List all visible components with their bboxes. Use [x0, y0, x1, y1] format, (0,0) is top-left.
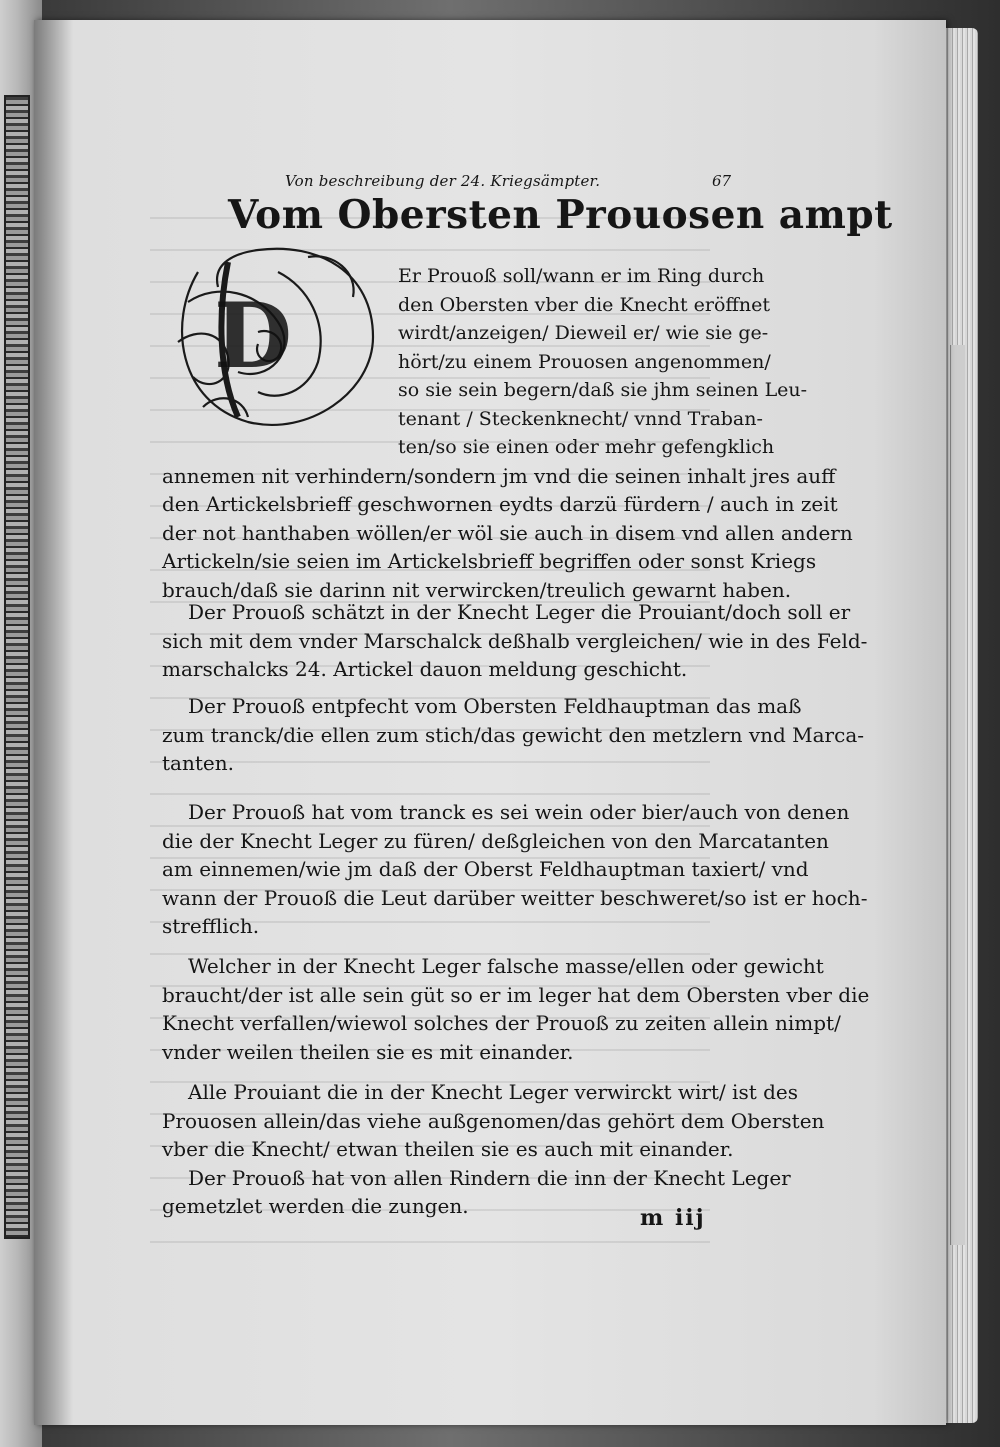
body-line: Artickeln/sie seien im Artickelsbrieff begriffen oder sonst Kriegs [162, 549, 817, 573]
folio-number: 67 [712, 172, 732, 190]
body-line: Der Prouoß schätzt in der Knecht Leger die Prouiant/doch soll er [188, 600, 851, 624]
body-line: Knecht verfallen/wiewol solches der Prouoß zu zeiten allein nimpt/ [162, 1011, 841, 1035]
signature-mark: m iij [640, 1205, 706, 1231]
body-line: der not hanthaben wöllen/er wöl sie auch in disem vnd allen andern [162, 520, 853, 545]
body-line: sich mit dem vnder Marschalck deßhalb vergleichen/ wie in des Feld- [162, 628, 868, 653]
body-line: brauch/daß sie darinn nit verwircken/treulich gewarnt haben. [162, 577, 792, 602]
page-tab-strip [950, 345, 965, 1245]
body-line: wann der Prouoß die Leut darüber weitter beschweret/so ist er hoch- [162, 885, 868, 910]
body-line: Prouosen allein/das viehe außgenomen/das gehört dem Obersten [162, 1108, 825, 1133]
body-line: so sie sein begern/daß sie jhm seinen Leu- [398, 379, 808, 401]
body-line: gemetzlet werden die zungen. [162, 1194, 469, 1218]
body-line: die der Knecht Leger zu füren/ deßgleichen von den Marcatanten [162, 828, 829, 853]
body-line: Alle Prouiant die in der Knecht Leger verwirckt wirt/ ist des [188, 1080, 799, 1104]
body-line: den Obersten vber die Knecht eröffnet [398, 293, 771, 316]
body-line: am einnemen/wie jm daß der Oberst Feldhauptman taxiert/ vnd [162, 857, 809, 881]
body-line: vber die Knecht/ etwan theilen sie es auch mit einander. [162, 1137, 734, 1161]
body-line: den Artickelsbrieff geschwornen eydts darzü fürdern / auch in zeit [162, 492, 838, 516]
gutter-shadow [34, 20, 74, 1425]
body-line: hört/zu einem Prouosen angenommen/ [398, 350, 771, 373]
body-line: ten/so sie einen oder mehr gefengklich [398, 436, 775, 458]
running-head: Von beschreibung der 24. Kriegsämpter. [285, 172, 601, 190]
body-line: annemen nit verhindern/sondern jm vnd die seinen inhalt jres auff [162, 463, 836, 488]
body-line: zum tranck/die ellen zum stich/das gewicht den metzlern vnd Marca- [162, 722, 865, 747]
body-line: strefflich. [162, 914, 260, 938]
ornamental-border [4, 95, 30, 1239]
body-line: Welcher in der Knecht Leger falsche masse/ellen oder gewicht [188, 954, 824, 978]
body-line: braucht/der ist alle sein güt so er im leger hat dem Obersten vber die [162, 982, 870, 1007]
body-line: tanten. [162, 751, 234, 775]
body-line: Er Prouoß soll/wann er im Ring durch [398, 265, 765, 287]
body-line: wirdt/anzeigen/ Dieweil er/ wie sie ge- [398, 322, 769, 344]
body-line: marschalcks 24. Artickel dauon meldung geschicht. [162, 657, 688, 681]
body-line: vnder weilen theilen sie es mit einander. [162, 1039, 574, 1064]
initial-letter: D [213, 283, 293, 389]
body-line: Der Prouoß hat von allen Rindern die inn der Knecht Leger [188, 1165, 791, 1190]
body-line: tenant / Steckenknecht/ vnnd Traban- [398, 407, 763, 430]
body-line: Der Prouoß entpfecht vom Obersten Feldhauptman das maß [188, 694, 802, 718]
page-title: Vom Obersten Prouosen ampt [228, 192, 893, 238]
body-line: Der Prouoß hat vom tranck es sei wein oder bier/auch von denen [188, 800, 850, 824]
decorated-initial [158, 232, 388, 437]
